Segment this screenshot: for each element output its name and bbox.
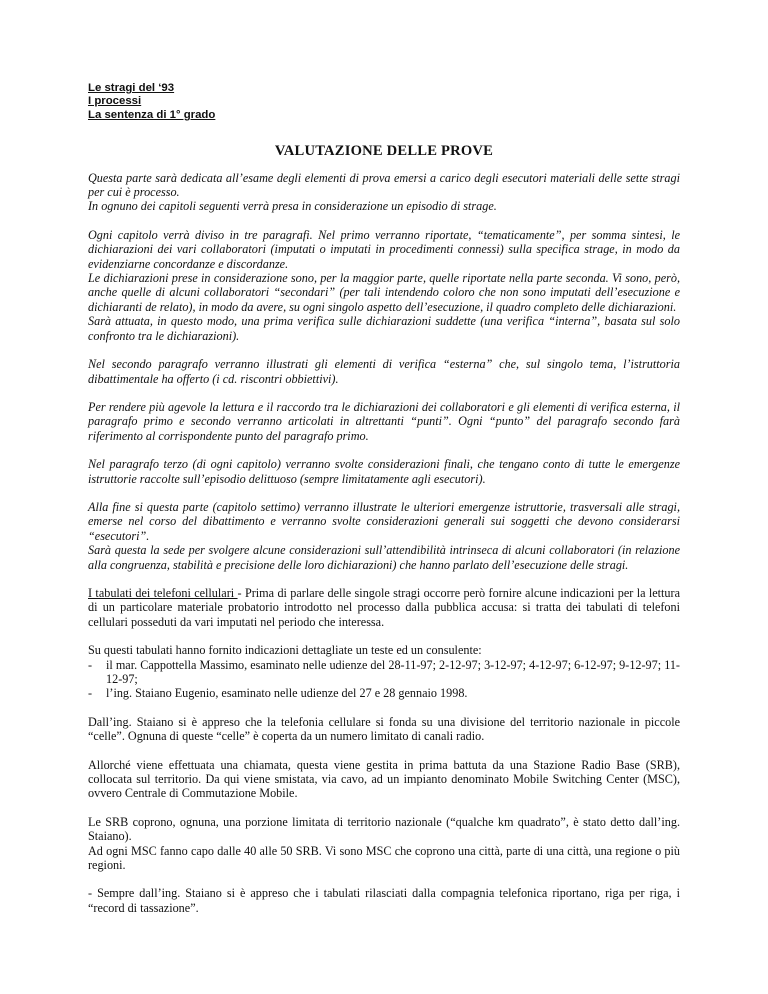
msc-paragraph: Ad ogni MSC fanno capo dalle 40 alle 50 SRB. Vi sono MSC che coprono una città, parte di una città, una regione o più regioni. [88,843,680,873]
third-paragraph-description: Nel paragrafo terzo (di ogni capitolo) verranno svolte considerazioni finali, che tengano conto di tutte le emergenze istruttorie raccolte sull’episodio delittuoso (sempre limitatamente agli esecutori). [88,457,680,486]
list-item: - il mar. Cappottella Massimo, esaminato nelle udienze del 28-11-97; 2-12-97; 3-12-97; 4-12-97; 6-12-97; 9-12-97; 11-12-97; [88,658,680,687]
document-page [88,82,680,915]
header-series: Le stragi del ‘93 [88,82,175,94]
header-subsection: La sentenza di 1° grado [88,108,216,121]
reliability-paragraph: Sarà questa la sede per svolgere alcune considerazioni sull’attendibilità intrinseca di alcuni collaboratori (in relazione alla congruenza, stabilità e precisione delle loro dichiarazioni) che hanno parlato dell’esecuzione delle stragi. [88,543,680,572]
chapter-seven-paragraph: Alla fine si questa parte (capitolo settimo) verranno illustrate le ulteriori emergenze istruttorie, trasversali alle stragi, emerse nel corso del dibattimento e verranno svolte considerazioni generali sui soggetti che devono considerarsi “esecutori”. [88,499,680,543]
list-item: - l’ing. Staiano Eugenio, esaminato nelle udienze del 27 e 28 gennaio 1998. [88,686,680,700]
radio-base-paragraph: Allorché viene effettuata una chiamata, questa viene gestita in prima battuta da una Stazione Radio Base (SRB), collocata sul territorio. Da qui viene smistata, via cavo, ad un impianto denominato Mobile Switching Center (MSC), ovvero Centrale di Commutazione Mobile. [88,757,680,801]
header-section: I processi [88,95,142,108]
consultants-intro: Su questi tabulati hanno fornito indicazioni dettagliate un teste ed un consulente: [88,643,482,658]
billing-records-paragraph: - Sempre dall’ing. Staiano si è appreso che i tabulati rilasciati dalla compagnia telefonica riportano, riga per riga, i “record di tassazione”. [88,886,680,915]
cellular-records-paragraph [88,586,680,629]
internal-check-paragraph: Sarà attuata, in questo modo, una prima verifica sulle dichiarazioni suddette (una verifica “interna”, basata sul solo confronto tra le dichiarazioni). [88,314,680,343]
cellular-records-text: - Prima di parlare delle singole stragi occorre però fornire alcune indicazioni per la lettura di un particolare materiale probatorio introdotto nel processo dalla pubblica accusa: si tratta dei tabulati di telefoni cellulari posseduti da vari imputati nel periodo che interessa. [88,585,680,629]
chapter-structure-paragraph: Ogni capitolo verrà diviso in tre paragrafi. Nel primo verranno riportate, “tematicamente”, per somma sintesi, le dichiarazioni dei vari collaboratori (imputati o imputati in procedimenti connessi) sulla specifica strage, in modo da evidenziarne concordanze e discordanze. [88,227,680,271]
cellular-records-heading: I tabulati dei telefoni cellulari [88,585,238,600]
document-header [88,82,680,122]
reading-aid-paragraph: Per rendere più agevole la lettura e il raccordo tra le dichiarazioni dei collaboratori e gli elementi di verifica esterna, il paragrafo primo e secondo verranno articolati in altrettanti “punti”. Ogni “punto” del paragrafo secondo farà riferimento al corrispondente punto del paragrafo primo. [88,399,680,443]
intro-paragraph-2: In ognuno dei capitoli seguenti verrà presa in considerazione un episodio di strage. [88,199,497,214]
consultants-list [88,658,680,701]
srb-coverage-paragraph: Le SRB coprono, ognuna, una porzione limitata di territorio nazionale (“qualche km quadrato”, è stato detto dall’ing. Staiano). [88,814,680,844]
declarations-paragraph: Le dichiarazioni prese in considerazione sono, per la maggior parte, quelle riportate nella parte seconda. Vi sono, però, anche quelle di alcuni collaboratori “secondari” (per tali intendendo coloro che non sono imputati dell’esecuzione e dichiaranti de relato), in modo da avere, su ogni singolo aspetto dell’esecuzione, il quadro completo delle dichiarazioni. [88,271,680,314]
cells-paragraph: Dall’ing. Staiano si è appreso che la telefonia cellulare si fonda su una divisione del territorio nazionale in piccole “celle”. Ognuna di queste “celle” è coperta da un numero limitato di canali radio. [88,714,680,744]
page-title: VALUTAZIONE DELLE PROVE [274,143,494,160]
second-paragraph-description: Nel secondo paragrafo verranno illustrati gli elementi di verifica “esterna” che, sul singolo tema, l’istruttoria dibattimentale ha offerto (i cd. riscontri obbiettivi). [88,357,680,386]
intro-paragraph-1: Questa parte sarà dedicata all’esame degli elementi di prova emersi a carico degli esecutori materiali delle sette stragi per cui è processo. [88,170,680,200]
